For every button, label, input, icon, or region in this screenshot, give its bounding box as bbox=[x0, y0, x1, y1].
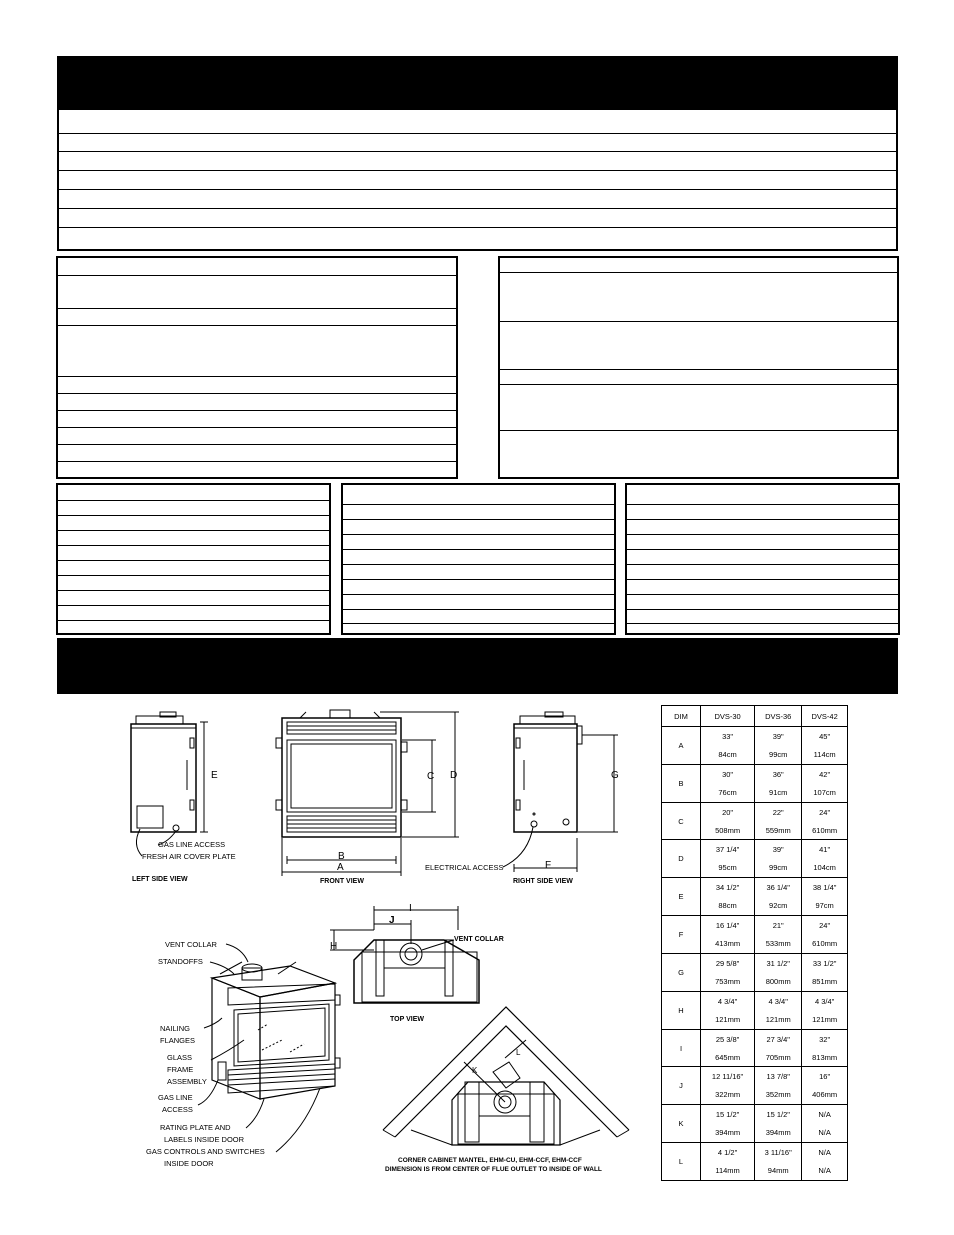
imperial-value: 34 1/2" bbox=[715, 883, 740, 893]
glass-frame-label-2: FRAME bbox=[167, 1065, 194, 1074]
dim-value-cell bbox=[701, 840, 755, 878]
dim-value-cell bbox=[755, 802, 802, 840]
imperial-value: 12 11/16" bbox=[711, 1072, 744, 1082]
metric-value: 406mm bbox=[812, 1090, 838, 1100]
metric-value: 610mm bbox=[812, 939, 838, 949]
corner-cabinet-caption-1: CORNER CABINET MANTEL, EHM-CU, EHM-CCF, EHM-CCF bbox=[398, 1157, 582, 1164]
metric-value: 121mm bbox=[765, 1014, 791, 1024]
metric-value: 533mm bbox=[765, 939, 791, 949]
left-side-view-title: LEFT SIDE VIEW bbox=[132, 876, 188, 883]
dim-name-cell: G bbox=[662, 953, 701, 991]
metric-value: 99cm bbox=[769, 749, 788, 759]
dim-value-cell bbox=[755, 764, 802, 802]
dim-label-d: D bbox=[450, 770, 458, 781]
metric-value: 99cm bbox=[769, 863, 788, 873]
dim-value-cell bbox=[802, 991, 848, 1029]
dim-value-cell bbox=[802, 878, 848, 916]
top-view-title: TOP VIEW bbox=[390, 1016, 424, 1023]
imperial-value: 33 1/2" bbox=[812, 958, 837, 968]
dim-label-b: B bbox=[338, 851, 345, 862]
metric-value: 800mm bbox=[765, 976, 791, 986]
dim-value-cell bbox=[802, 1029, 848, 1067]
dim-value-cell bbox=[802, 1143, 848, 1181]
dim-value-cell bbox=[755, 991, 802, 1029]
metric-value: 753mm bbox=[715, 976, 741, 986]
dimension-table-body bbox=[662, 727, 848, 1181]
metric-value: 559mm bbox=[765, 825, 791, 835]
dim-value-cell bbox=[802, 840, 848, 878]
metric-value: 121mm bbox=[715, 1014, 741, 1024]
isometric-view-drawing bbox=[198, 944, 340, 1152]
dim-label-i: I bbox=[409, 903, 412, 914]
imperial-value: 38 1/4" bbox=[812, 883, 837, 893]
dim-name-cell: A bbox=[662, 727, 701, 765]
metric-value: 413mm bbox=[715, 939, 741, 949]
gas-controls-label-2: INSIDE DOOR bbox=[164, 1159, 214, 1168]
metric-value: 114cm bbox=[813, 749, 836, 759]
dim-value-cell bbox=[701, 1029, 755, 1067]
imperial-value: 39" bbox=[772, 731, 784, 741]
imperial-value: 24" bbox=[819, 807, 831, 817]
dim-name-cell: L bbox=[662, 1143, 701, 1181]
table-row bbox=[662, 1067, 848, 1105]
gas-line-access-iso-label-2: ACCESS bbox=[162, 1105, 193, 1114]
imperial-value: 4 3/4" bbox=[717, 996, 738, 1006]
header-cell: DVS-30 bbox=[701, 706, 755, 727]
header-cell: DIM bbox=[662, 706, 701, 727]
dim-name-cell: I bbox=[662, 1029, 701, 1067]
dim-value-cell bbox=[755, 878, 802, 916]
dim-name-cell: C bbox=[662, 802, 701, 840]
metric-value: 114mm bbox=[715, 1166, 740, 1176]
imperial-value: N/A bbox=[818, 1148, 831, 1158]
header-cell: DVS-36 bbox=[755, 706, 802, 727]
dim-value-cell bbox=[701, 727, 755, 765]
imperial-value: 15 1/2" bbox=[766, 1110, 790, 1120]
dim-value-cell bbox=[755, 953, 802, 991]
metric-value: N/A bbox=[818, 1128, 831, 1138]
dim-value-cell bbox=[701, 1143, 755, 1181]
dim-value-cell bbox=[802, 1067, 848, 1105]
dim-value-cell bbox=[802, 802, 848, 840]
gas-line-access-iso-label-1: GAS LINE bbox=[158, 1093, 193, 1102]
table-row bbox=[662, 1143, 848, 1181]
imperial-value: N/A bbox=[818, 1110, 831, 1120]
dim-value-cell bbox=[755, 840, 802, 878]
rating-plate-label-1: RATING PLATE AND bbox=[160, 1123, 231, 1132]
metric-value: N/A bbox=[818, 1166, 831, 1176]
dim-value-cell bbox=[755, 916, 802, 954]
nailing-flanges-label-1: NAILING bbox=[160, 1024, 191, 1033]
fresh-air-cover-plate-label: FRESH AIR COVER PLATE bbox=[142, 852, 236, 861]
glass-frame-label-1: GLASS bbox=[167, 1053, 193, 1062]
gas-controls-label-1: GAS CONTROLS AND SWITCHES bbox=[146, 1147, 265, 1156]
metric-value: 394mm bbox=[715, 1128, 741, 1138]
corner-cabinet-caption-2: DIMENSION IS FROM CENTER OF FLUE OUTLET TO INSIDE OF WALL bbox=[385, 1166, 602, 1173]
electrical-access-label: ELECTRICAL ACCESS bbox=[425, 863, 504, 872]
imperial-value: 21" bbox=[772, 921, 784, 931]
vent-collar-label: VENT COLLAR bbox=[165, 940, 217, 949]
dim-value-cell bbox=[755, 727, 802, 765]
corner-cabinet-drawing bbox=[383, 1007, 629, 1145]
imperial-value: 45" bbox=[819, 731, 831, 741]
imperial-value: 36 1/4" bbox=[766, 883, 790, 893]
dim-value-cell bbox=[755, 1029, 802, 1067]
imperial-value: 29 5/8" bbox=[715, 958, 740, 968]
metric-value: 508mm bbox=[715, 825, 741, 835]
metric-value: 322mm bbox=[715, 1090, 741, 1100]
dim-value-cell bbox=[755, 1105, 802, 1143]
dim-label-c: C bbox=[427, 771, 435, 782]
right-side-view-drawing bbox=[503, 712, 618, 872]
imperial-value: 22" bbox=[772, 807, 784, 817]
table-row bbox=[662, 991, 848, 1029]
header-cell: DVS-42 bbox=[802, 706, 848, 727]
dim-value-cell bbox=[701, 1067, 755, 1105]
table-row bbox=[662, 727, 848, 765]
dim-value-cell bbox=[701, 802, 755, 840]
imperial-value: 31 1/2" bbox=[766, 958, 790, 968]
front-view-drawing bbox=[276, 710, 459, 876]
dim-label-l: L bbox=[516, 1048, 521, 1057]
imperial-value: 42" bbox=[819, 769, 831, 779]
table-row bbox=[662, 764, 848, 802]
dim-value-cell bbox=[755, 1143, 802, 1181]
dim-value-cell bbox=[701, 878, 755, 916]
dim-label-h: H bbox=[330, 941, 338, 952]
metric-value: 95cm bbox=[718, 863, 737, 873]
dim-name-cell: D bbox=[662, 840, 701, 878]
metric-value: 610mm bbox=[812, 825, 838, 835]
dim-name-cell: E bbox=[662, 878, 701, 916]
metric-value: 851mm bbox=[812, 976, 838, 986]
dim-value-cell bbox=[701, 953, 755, 991]
imperial-value: 16 1/4" bbox=[715, 921, 740, 931]
table-row bbox=[662, 840, 848, 878]
imperial-value: 4 3/4" bbox=[814, 996, 835, 1006]
dim-value-cell bbox=[701, 764, 755, 802]
dim-value-cell bbox=[802, 764, 848, 802]
metric-value: 705mm bbox=[765, 1052, 791, 1062]
imperial-value: 4 1/2" bbox=[717, 1148, 738, 1158]
dim-value-cell bbox=[701, 991, 755, 1029]
dim-label-f: F bbox=[545, 860, 552, 871]
table-row bbox=[662, 953, 848, 991]
imperial-value: 16" bbox=[819, 1072, 831, 1082]
dim-label-a: A bbox=[337, 862, 344, 873]
imperial-value: 4 3/4" bbox=[768, 996, 788, 1006]
imperial-value: 30" bbox=[722, 769, 734, 779]
nailing-flanges-label-2: FLANGES bbox=[160, 1036, 196, 1045]
dim-value-cell bbox=[802, 953, 848, 991]
dim-value-cell bbox=[802, 727, 848, 765]
dim-label-k: K bbox=[472, 1066, 478, 1075]
imperial-value: 32" bbox=[819, 1034, 831, 1044]
dim-name-cell: F bbox=[662, 916, 701, 954]
vent-collar-top-label: VENT COLLAR bbox=[454, 936, 504, 943]
table-row bbox=[662, 1029, 848, 1067]
dim-label-j: J bbox=[389, 915, 395, 926]
metric-value: 76cm bbox=[718, 787, 737, 797]
standoffs-label: STANDOFFS bbox=[158, 957, 203, 966]
metric-value: 394mm bbox=[765, 1128, 791, 1138]
rating-plate-label-2: LABELS INSIDE DOOR bbox=[164, 1135, 245, 1144]
imperial-value: 20" bbox=[722, 807, 734, 817]
dim-label-e: E bbox=[211, 770, 218, 781]
table-row bbox=[662, 878, 848, 916]
metric-value: 104cm bbox=[813, 863, 836, 873]
dim-value-cell bbox=[701, 916, 755, 954]
imperial-value: 3 11/16" bbox=[764, 1148, 792, 1158]
table-row bbox=[662, 1105, 848, 1143]
glass-frame-label-3: ASSEMBLY bbox=[167, 1077, 207, 1086]
dim-value-cell bbox=[802, 1105, 848, 1143]
metric-value: 813mm bbox=[812, 1052, 838, 1062]
imperial-value: 24" bbox=[819, 921, 831, 931]
metric-value: 645mm bbox=[715, 1052, 741, 1062]
metric-value: 107cm bbox=[813, 787, 836, 797]
imperial-value: 15 1/2" bbox=[715, 1110, 740, 1120]
front-view-title: FRONT VIEW bbox=[320, 878, 364, 885]
imperial-value: 13 7/8" bbox=[766, 1072, 790, 1082]
left-side-view-drawing bbox=[131, 712, 208, 856]
gas-line-access-label: GAS LINE ACCESS bbox=[158, 840, 226, 849]
metric-value: 352mm bbox=[765, 1090, 791, 1100]
dim-name-cell: H bbox=[662, 991, 701, 1029]
top-view-drawing bbox=[330, 906, 479, 1003]
metric-value: 91cm bbox=[769, 787, 788, 797]
imperial-value: 37 1/4" bbox=[715, 845, 740, 855]
imperial-value: 27 3/4" bbox=[766, 1034, 790, 1044]
metric-value: 88cm bbox=[718, 901, 737, 911]
imperial-value: 33" bbox=[722, 731, 734, 741]
table-row bbox=[662, 802, 848, 840]
dim-name-cell: B bbox=[662, 764, 701, 802]
dim-value-cell bbox=[802, 916, 848, 954]
dim-value-cell bbox=[755, 1067, 802, 1105]
dim-name-cell: K bbox=[662, 1105, 701, 1143]
imperial-value: 25 3/8" bbox=[715, 1034, 740, 1044]
imperial-value: 41" bbox=[819, 845, 831, 855]
metric-value: 94mm bbox=[767, 1166, 789, 1176]
dim-name-cell: J bbox=[662, 1067, 701, 1105]
right-side-view-title: RIGHT SIDE VIEW bbox=[513, 878, 573, 885]
imperial-value: 39" bbox=[772, 845, 784, 855]
dim-value-cell bbox=[701, 1105, 755, 1143]
imperial-value: 36" bbox=[772, 769, 784, 779]
dimension-table bbox=[661, 705, 848, 1181]
metric-value: 84cm bbox=[718, 749, 737, 759]
metric-value: 92cm bbox=[769, 901, 788, 911]
metric-value: 121mm bbox=[812, 1014, 838, 1024]
dim-label-g: G bbox=[611, 770, 619, 781]
metric-value: 97cm bbox=[815, 901, 834, 911]
dimension-table-header bbox=[662, 706, 848, 727]
table-row bbox=[662, 916, 848, 954]
